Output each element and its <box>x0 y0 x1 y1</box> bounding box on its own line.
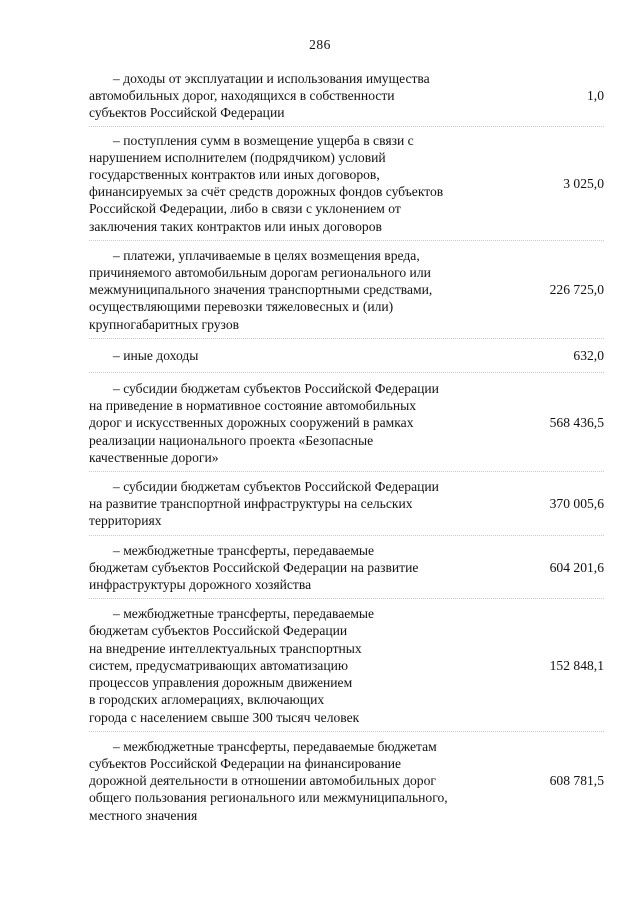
table-row <box>89 373 604 472</box>
row-description: – иные доходы <box>113 347 199 363</box>
row-amount: 152 848,1 <box>549 657 604 673</box>
table-row <box>89 241 604 339</box>
row-amount: 1,0 <box>587 88 604 104</box>
revenue-table <box>89 70 604 829</box>
row-amount: 632,0 <box>573 347 604 363</box>
row-description: – поступления сумм в возмещение ущерба в связи с нарушением исполнителем (подрядчиком) условий государственных контрактов или иных договоров, финансируемых за счёт средств дорожных фондов субъектов Российской Федерации, либо в связи с уклонением от заключения таких контрактов или иных договоров <box>89 132 444 234</box>
row-amount: 608 781,5 <box>549 773 604 789</box>
row-description: – субсидии бюджетам субъектов Российской Федерации на приведение в нормативное состояние автомобильных дорог и искусственных дорожных сооружений в рамках реализации национального проекта «Безопасные качественные дороги» <box>89 381 439 465</box>
row-description: – субсидии бюджетам субъектов Российской Федерации на развитие транспортной инфраструктуры на сельских территориях <box>89 479 439 529</box>
row-description: – доходы от эксплуатации и использования имущества автомобильных дорог, находящихся в собственности субъектов Российской Федерации <box>89 71 430 121</box>
row-amount: 370 005,6 <box>549 496 604 512</box>
row-description: – межбюджетные трансферты, передаваемые бюджетам субъектов Российской Федерации на внедрение интеллектуальных транспортных систем, предусматривающих автоматизацию процессов управления дорожным движением в городских агломерациях, включающих города с населением свыше 300 тысяч человек <box>89 606 375 725</box>
table-row <box>89 599 604 731</box>
table-row <box>89 472 604 536</box>
row-amount: 568 436,5 <box>549 415 604 431</box>
row-amount: 604 201,6 <box>549 559 604 575</box>
table-row <box>89 339 604 373</box>
row-amount: 3 025,0 <box>563 175 604 191</box>
table-row <box>89 732 604 829</box>
row-amount: 226 725,0 <box>549 282 604 298</box>
table-row <box>89 127 604 241</box>
row-description: – платежи, уплачиваемые в целях возмещения вреда, причиняемого автомобильным дорогам регионального или межмуниципального значения транспортными средствами, осуществляющими перевозки тяжеловесных и (или) крупногабаритных грузов <box>89 247 433 332</box>
table-row <box>89 536 604 600</box>
row-description: – межбюджетные трансферты, передаваемые бюджетам субъектов Российской Федерации на развитие инфраструктуры дорожного хозяйства <box>89 542 419 593</box>
page-number: 286 <box>309 37 331 52</box>
row-description: – межбюджетные трансферты, передаваемые бюджетам субъектов Российской Федерации на финансирование дорожной деятельности в отношении автомобильных дорог общего пользования регионального или межмуниципального, местного значения <box>89 738 448 823</box>
table-row <box>89 70 604 127</box>
